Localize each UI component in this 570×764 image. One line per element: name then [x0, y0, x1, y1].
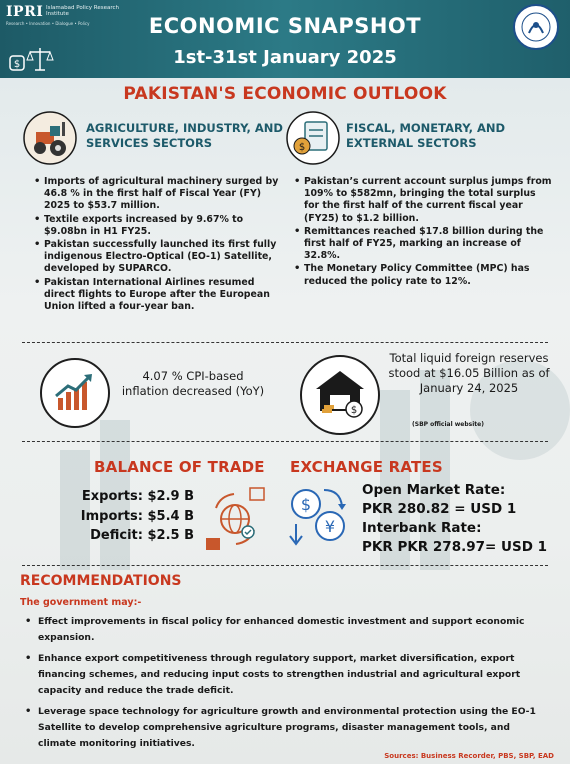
interbank-label: Interbank Rate:	[362, 520, 482, 536]
trade-values	[40, 487, 194, 546]
right-bullet-list	[292, 176, 554, 289]
right-section-heading: FISCAL, MONETARY, AND EXTERNAL SECTORS	[346, 121, 506, 150]
svg-text:$: $	[13, 59, 21, 70]
list-item: • Enhance export competitiveness through regulatory support, market diversification, export financing schemes, and reducing input costs to strengthen industrial and agricultural export capacity and reduce the trade deficit.	[22, 651, 542, 699]
logo-tagline: Research • Innovation • Dialogue • Policy	[6, 21, 90, 26]
tractor-icon	[22, 110, 78, 166]
interbank-value: PKR PKR 278.97= USD 1	[362, 539, 547, 555]
growth-chart-icon	[42, 360, 108, 426]
list-item: • Effect improvements in fiscal policy for enhanced domestic investment and support economic expansion.	[22, 614, 542, 646]
finance-icon	[285, 110, 341, 166]
cpi-text: 4.07 % CPI-based inflation decreased (YoY)	[121, 369, 265, 398]
logo-sub-text: Islamabad Policy Research Institute	[46, 5, 120, 17]
reserves-icon-circle	[300, 355, 380, 435]
list-item: • Pakistan International Airlines resumed direct flights to Europe after the European Union lifted a four-year ban.	[32, 277, 288, 314]
list-item: • Leverage space technology for agriculture growth and environmental protection using the EO-1 Satellite to develop comprehensive agriculture programs, disaster management tools, and climate monitoring initiatives.	[22, 704, 542, 752]
reserves-source-note: (SBP official website)	[412, 421, 484, 428]
deficit-value: Deficit: $2.5 B	[90, 528, 194, 543]
bank-reserves-icon	[302, 357, 378, 433]
date-range: 1st-31st January 2025	[173, 47, 397, 68]
list-item: • Textile exports increased by 9.67% to $9.08bn in H1 FY25.	[32, 214, 288, 238]
logo-main-text: IPRI	[6, 4, 44, 20]
exports-value: Exports: $2.9 B	[81, 489, 194, 504]
open-market-value: PKR 280.82 = USD 1	[362, 501, 517, 517]
open-market-label: Open Market Rate:	[362, 482, 506, 498]
svg-text:¥: ¥	[324, 517, 336, 536]
recommendations-subtitle: The government may:-	[20, 597, 142, 608]
divider	[22, 441, 548, 442]
svg-text:$: $	[350, 405, 358, 416]
reserves-text: Total liquid foreign reserves stood at $16.05 Billion as of January 24, 2025	[388, 351, 550, 395]
sources-note: Sources: Business Recorder, PBS, SBP, EAD	[384, 752, 554, 760]
cpi-icon-circle	[40, 358, 110, 428]
page-title: ECONOMIC SNAPSHOT	[148, 14, 422, 38]
svg-text:$: $	[300, 495, 312, 514]
divider	[22, 342, 548, 343]
currency-exchange-icon	[284, 484, 356, 550]
left-section-heading: AGRICULTURE, INDUSTRY, AND SERVICES SECTORS	[86, 121, 283, 150]
balance-of-trade-title: BALANCE OF TRADE	[94, 458, 265, 476]
left-bullet-list	[32, 176, 288, 314]
svg-text:$: $	[298, 142, 306, 153]
recommendations-list	[22, 614, 542, 757]
imports-value: Imports: $5.4 B	[80, 508, 194, 524]
outlook-title: PAKISTAN'S ECONOMIC OUTLOOK	[123, 84, 447, 104]
money-scale-icon	[8, 44, 56, 74]
ipri-logo	[6, 4, 118, 26]
global-trade-icon	[200, 486, 270, 552]
exchange-rates-title: EXCHANGE RATES	[290, 458, 443, 476]
exchange-rate-values	[362, 481, 562, 557]
list-item: • Pakistan’s current account surplus jumps from 109% to $582mn, bringing the total surplus for the first half of the current fiscal year (FY25) to $1.2 billion.	[292, 176, 554, 225]
list-item: • Imports of agricultural machinery surged by 46.8 % in the first half of Fiscal Year (FY) 2025 to $53.7 million.	[32, 176, 288, 213]
list-item: • The Monetary Policy Committee (MPC) has reduced the policy rate to 12%.	[292, 263, 554, 287]
header-banner	[0, 0, 570, 78]
list-item: • Remittances reached $17.8 billion during the first half of FY25, marking an increase of 32.8%.	[292, 226, 554, 263]
divider	[22, 565, 548, 566]
list-item: • Pakistan successfully launched its first fully indigenous Electro-Optical (EO-1) Satellite, developed by SUPARCO.	[32, 239, 288, 276]
recommendations-title: RECOMMENDATIONS	[20, 573, 182, 589]
ead-seal-icon	[512, 3, 560, 51]
